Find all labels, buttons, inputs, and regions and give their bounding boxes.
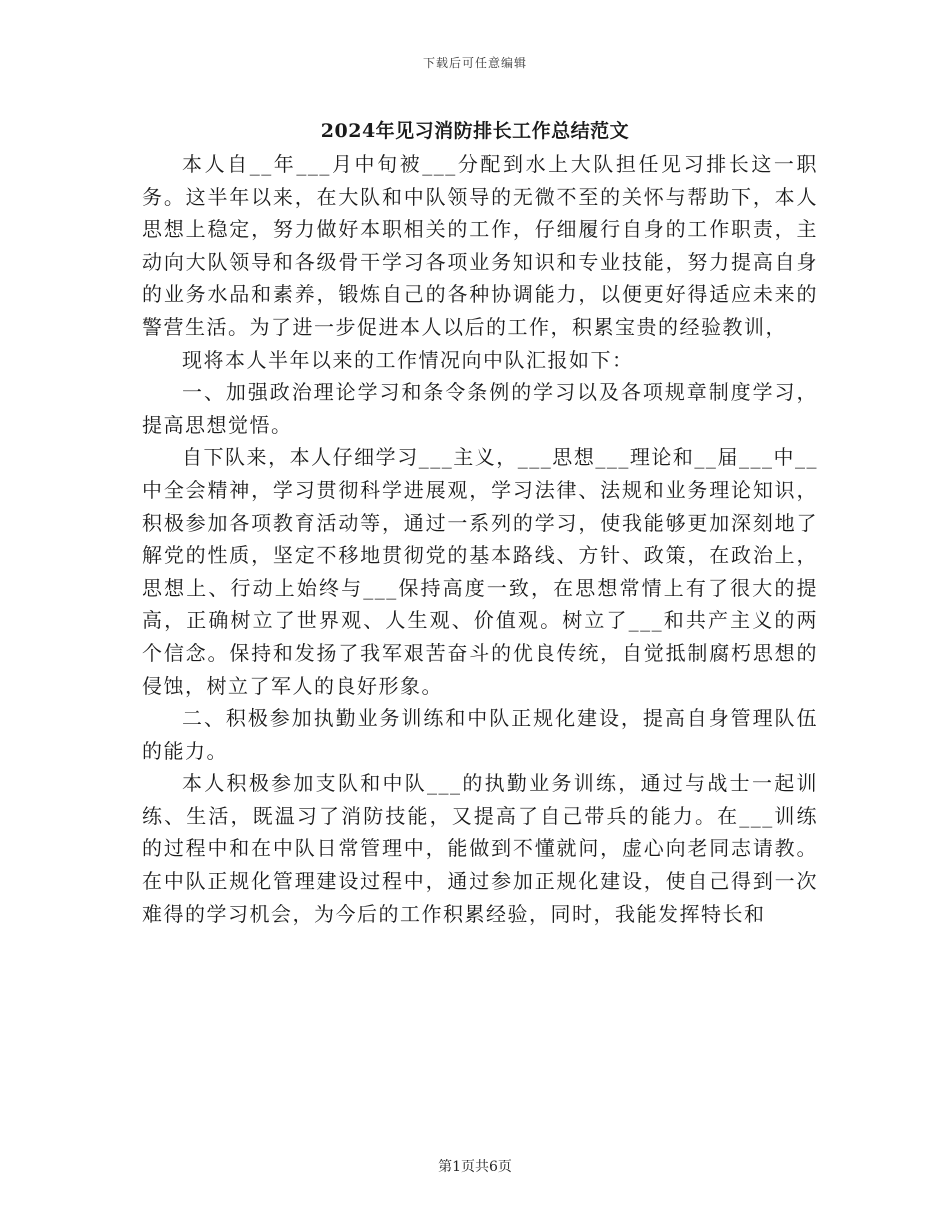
paragraph-political-study: 自下队来，本人仔细学习___主义，___思想___理论和__届___中__中全会精神，学习贯彻科学进展观，学习法律、法规和业务理论知识，积极参加各项教育活动等，通过一系列的学习，使我能够更加深刻地了解党的性质，坚定不移地贯彻党的基本路线、方针、政策，在政治上，思想上、行动上始终与___保持高度一致，在思想常情上有了很大的提高，正确树立了世界观、人生观、价值观。树立了___和共产主义的两个信念。保持和发扬了我军艰苦奋斗的优良传统，自觉抵制腐朽思想的侵蚀，树立了军人的良好形象。 bbox=[142, 445, 818, 698]
paragraph-report-lead: 现将本人半年以来的工作情况向中队汇报如下： bbox=[182, 347, 634, 372]
header-note: 下载后可任意编辑 bbox=[422, 56, 527, 70]
section-heading-1: 一、加强政治理论学习和条令条例的学习以及各项规章制度学习，提高思想觉悟。 bbox=[142, 380, 818, 437]
document-title: 2024年见习消防排长工作总结范文 bbox=[320, 120, 630, 142]
section-heading-2: 二、积极参加执勤业务训练和中队正规化建设，提高自身管理队伍的能力。 bbox=[142, 706, 818, 763]
document-body bbox=[142, 148, 818, 930]
page-indicator: 第1页共6页 bbox=[438, 1159, 512, 1175]
paragraph-training: 本人积极参加支队和中队___的执勤业务训练，通过与战士一起训练、生活，既温习了消防技能，又提高了自己带兵的能力。在___训练的过程中和在中队日常管理中，能做到不懂就问，虚心向老同志请教。在中队正规化管理建设过程中，通过参加正规化建设，使自己得到一次难得的学习机会，为今后的工作积累经验，同时，我能发挥特长和 bbox=[142, 771, 818, 926]
paragraph-intro: 本人自__年___月中旬被___分配到水上大队担任见习排长这一职务。这半年以来，在大队和中队领导的无微不至的关怀与帮助下，本人思想上稳定，努力做好本职相关的工作，仔细履行自身的工作职责，主动向大队领导和各级骨干学习各项业务知识和专业技能，努力提高自身的业务水品和素养，锻炼自己的各种协调能力，以便更好得适应未来的警营生活。为了进一步促进本人以后的工作，积累宝贵的经验教训， bbox=[142, 152, 818, 339]
